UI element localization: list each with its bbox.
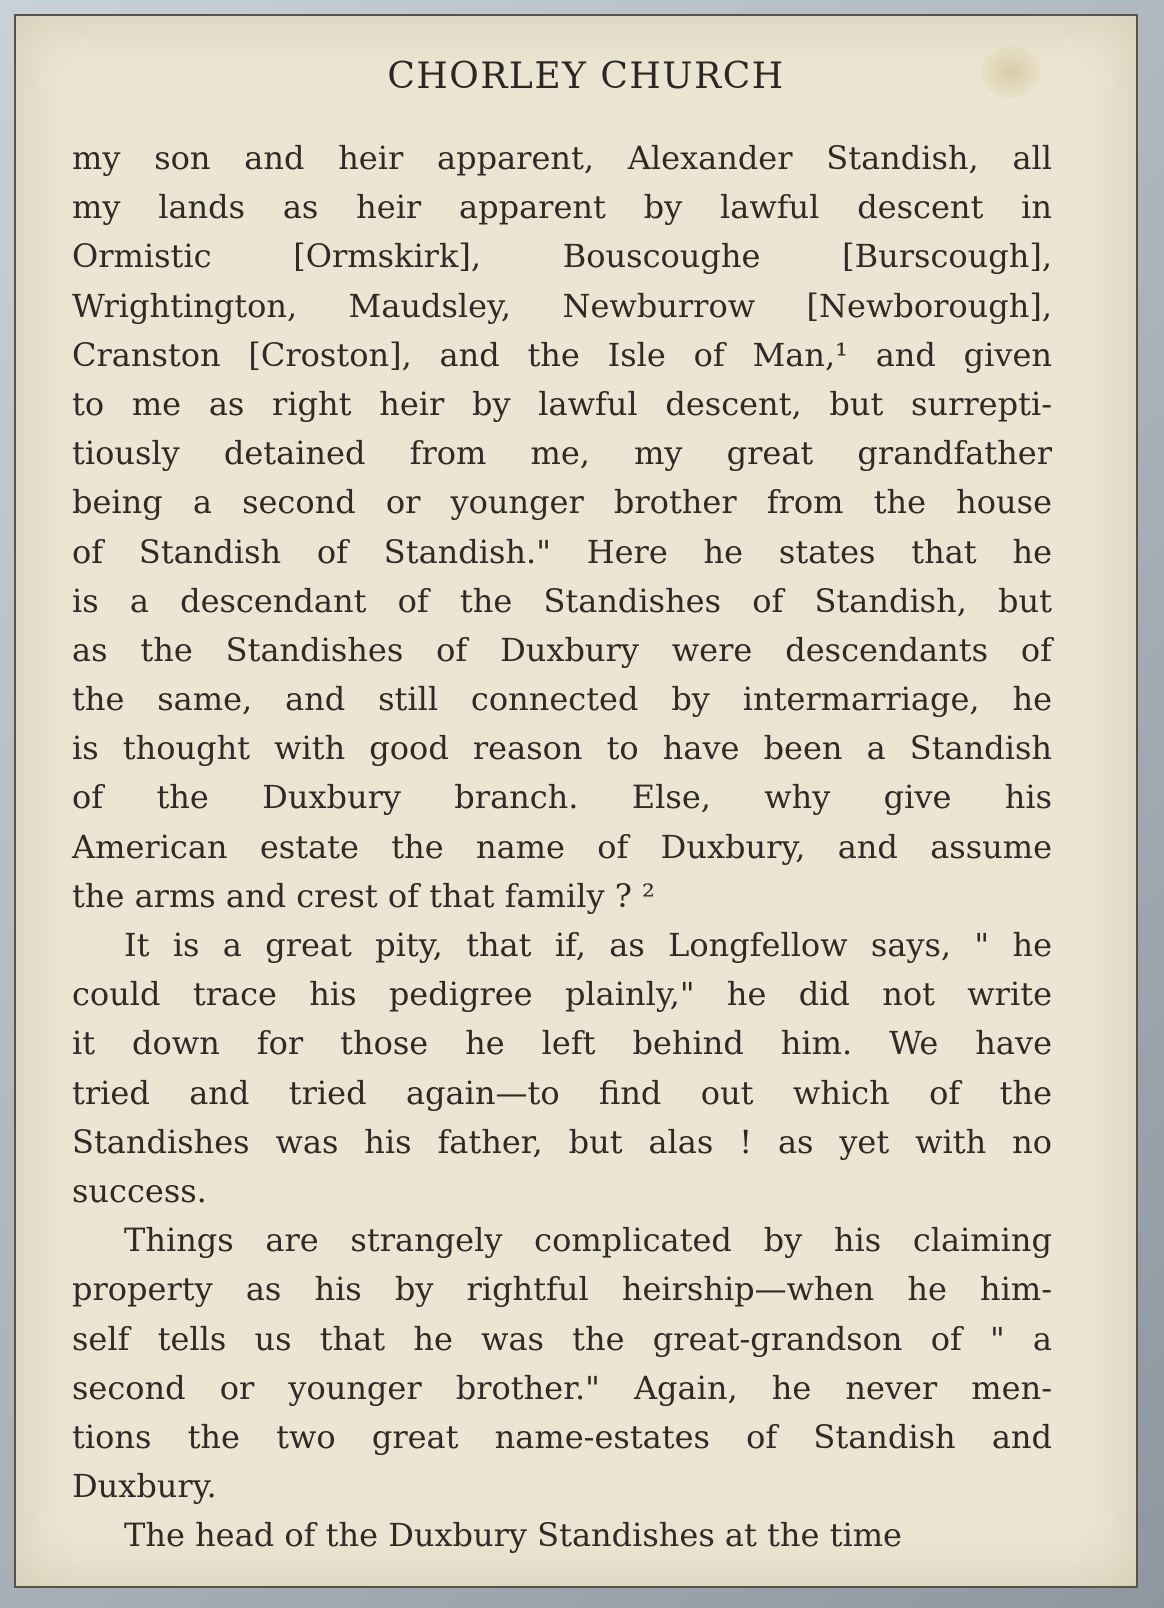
text-line: American estate the name of Duxbury, and assume <box>72 827 1052 866</box>
text-line: to me as right heir by lawful descent, but surrepti- <box>72 384 1052 423</box>
text-line: tions the two great name-estates of Standish and <box>72 1417 1052 1456</box>
text-line: tried and tried again—to find out which of the <box>72 1073 1052 1112</box>
text-line: the same, and still connected by intermarriage, he <box>72 680 1052 719</box>
book-page <box>14 14 1138 1588</box>
text-line: being a second or younger brother from the house <box>72 483 1052 522</box>
text-line: Duxbury. <box>72 1467 217 1506</box>
text-line: Cranston [Croston], and the Isle of Man,¹ and given <box>72 335 1052 374</box>
paragraph <box>72 1216 1052 1511</box>
body-text <box>72 134 1052 1560</box>
text-line: second or younger brother." Again, he never men- <box>72 1368 1052 1407</box>
text-line: Standishes was his father, but alas ! as yet with no <box>72 1122 1052 1161</box>
running-head: CHORLEY CHURCH <box>387 56 785 97</box>
paragraph <box>72 134 1052 921</box>
text-line: It is a great pity, that if, as Longfellow says, " he <box>124 926 1052 964</box>
text-line: of Standish of Standish." Here he states that he <box>72 532 1052 571</box>
paragraph <box>72 921 1052 1216</box>
text-line: Ormistic [Ormskirk], Bouscoughe [Burscough], <box>72 237 1052 276</box>
text-line: The head of the Duxbury Standishes at the time <box>124 1516 902 1555</box>
text-line: self tells us that he was the great-grandson of " a <box>72 1319 1052 1358</box>
text-line: success. <box>72 1171 207 1210</box>
text-line: my lands as heir apparent by lawful descent in <box>72 188 1052 227</box>
text-line: could trace his pedigree plainly," he did not write <box>72 975 1052 1014</box>
text-line: is thought with good reason to have been a Standish <box>72 729 1052 768</box>
text-line: is a descendant of the Standishes of Standish, but <box>72 581 1052 620</box>
text-line: tiously detained from me, my great grandfather <box>72 434 1052 473</box>
text-line: Things are strangely complicated by his claiming <box>124 1221 1052 1260</box>
paragraph <box>72 1511 1052 1560</box>
text-line: Wrightington, Maudsley, Newburrow [Newborough], <box>72 286 1052 325</box>
text-line: of the Duxbury branch. Else, why give his <box>72 778 1052 817</box>
text-line: as the Standishes of Duxbury were descendants of <box>72 630 1052 669</box>
text-line: property as his by rightful heirship—when he him- <box>72 1270 1052 1309</box>
text-line: my son and heir apparent, Alexander Standish, all <box>72 139 1052 177</box>
text-line: the arms and crest of that family ? ² <box>72 876 655 915</box>
text-line: it down for those he left behind him. We have <box>72 1024 1052 1063</box>
